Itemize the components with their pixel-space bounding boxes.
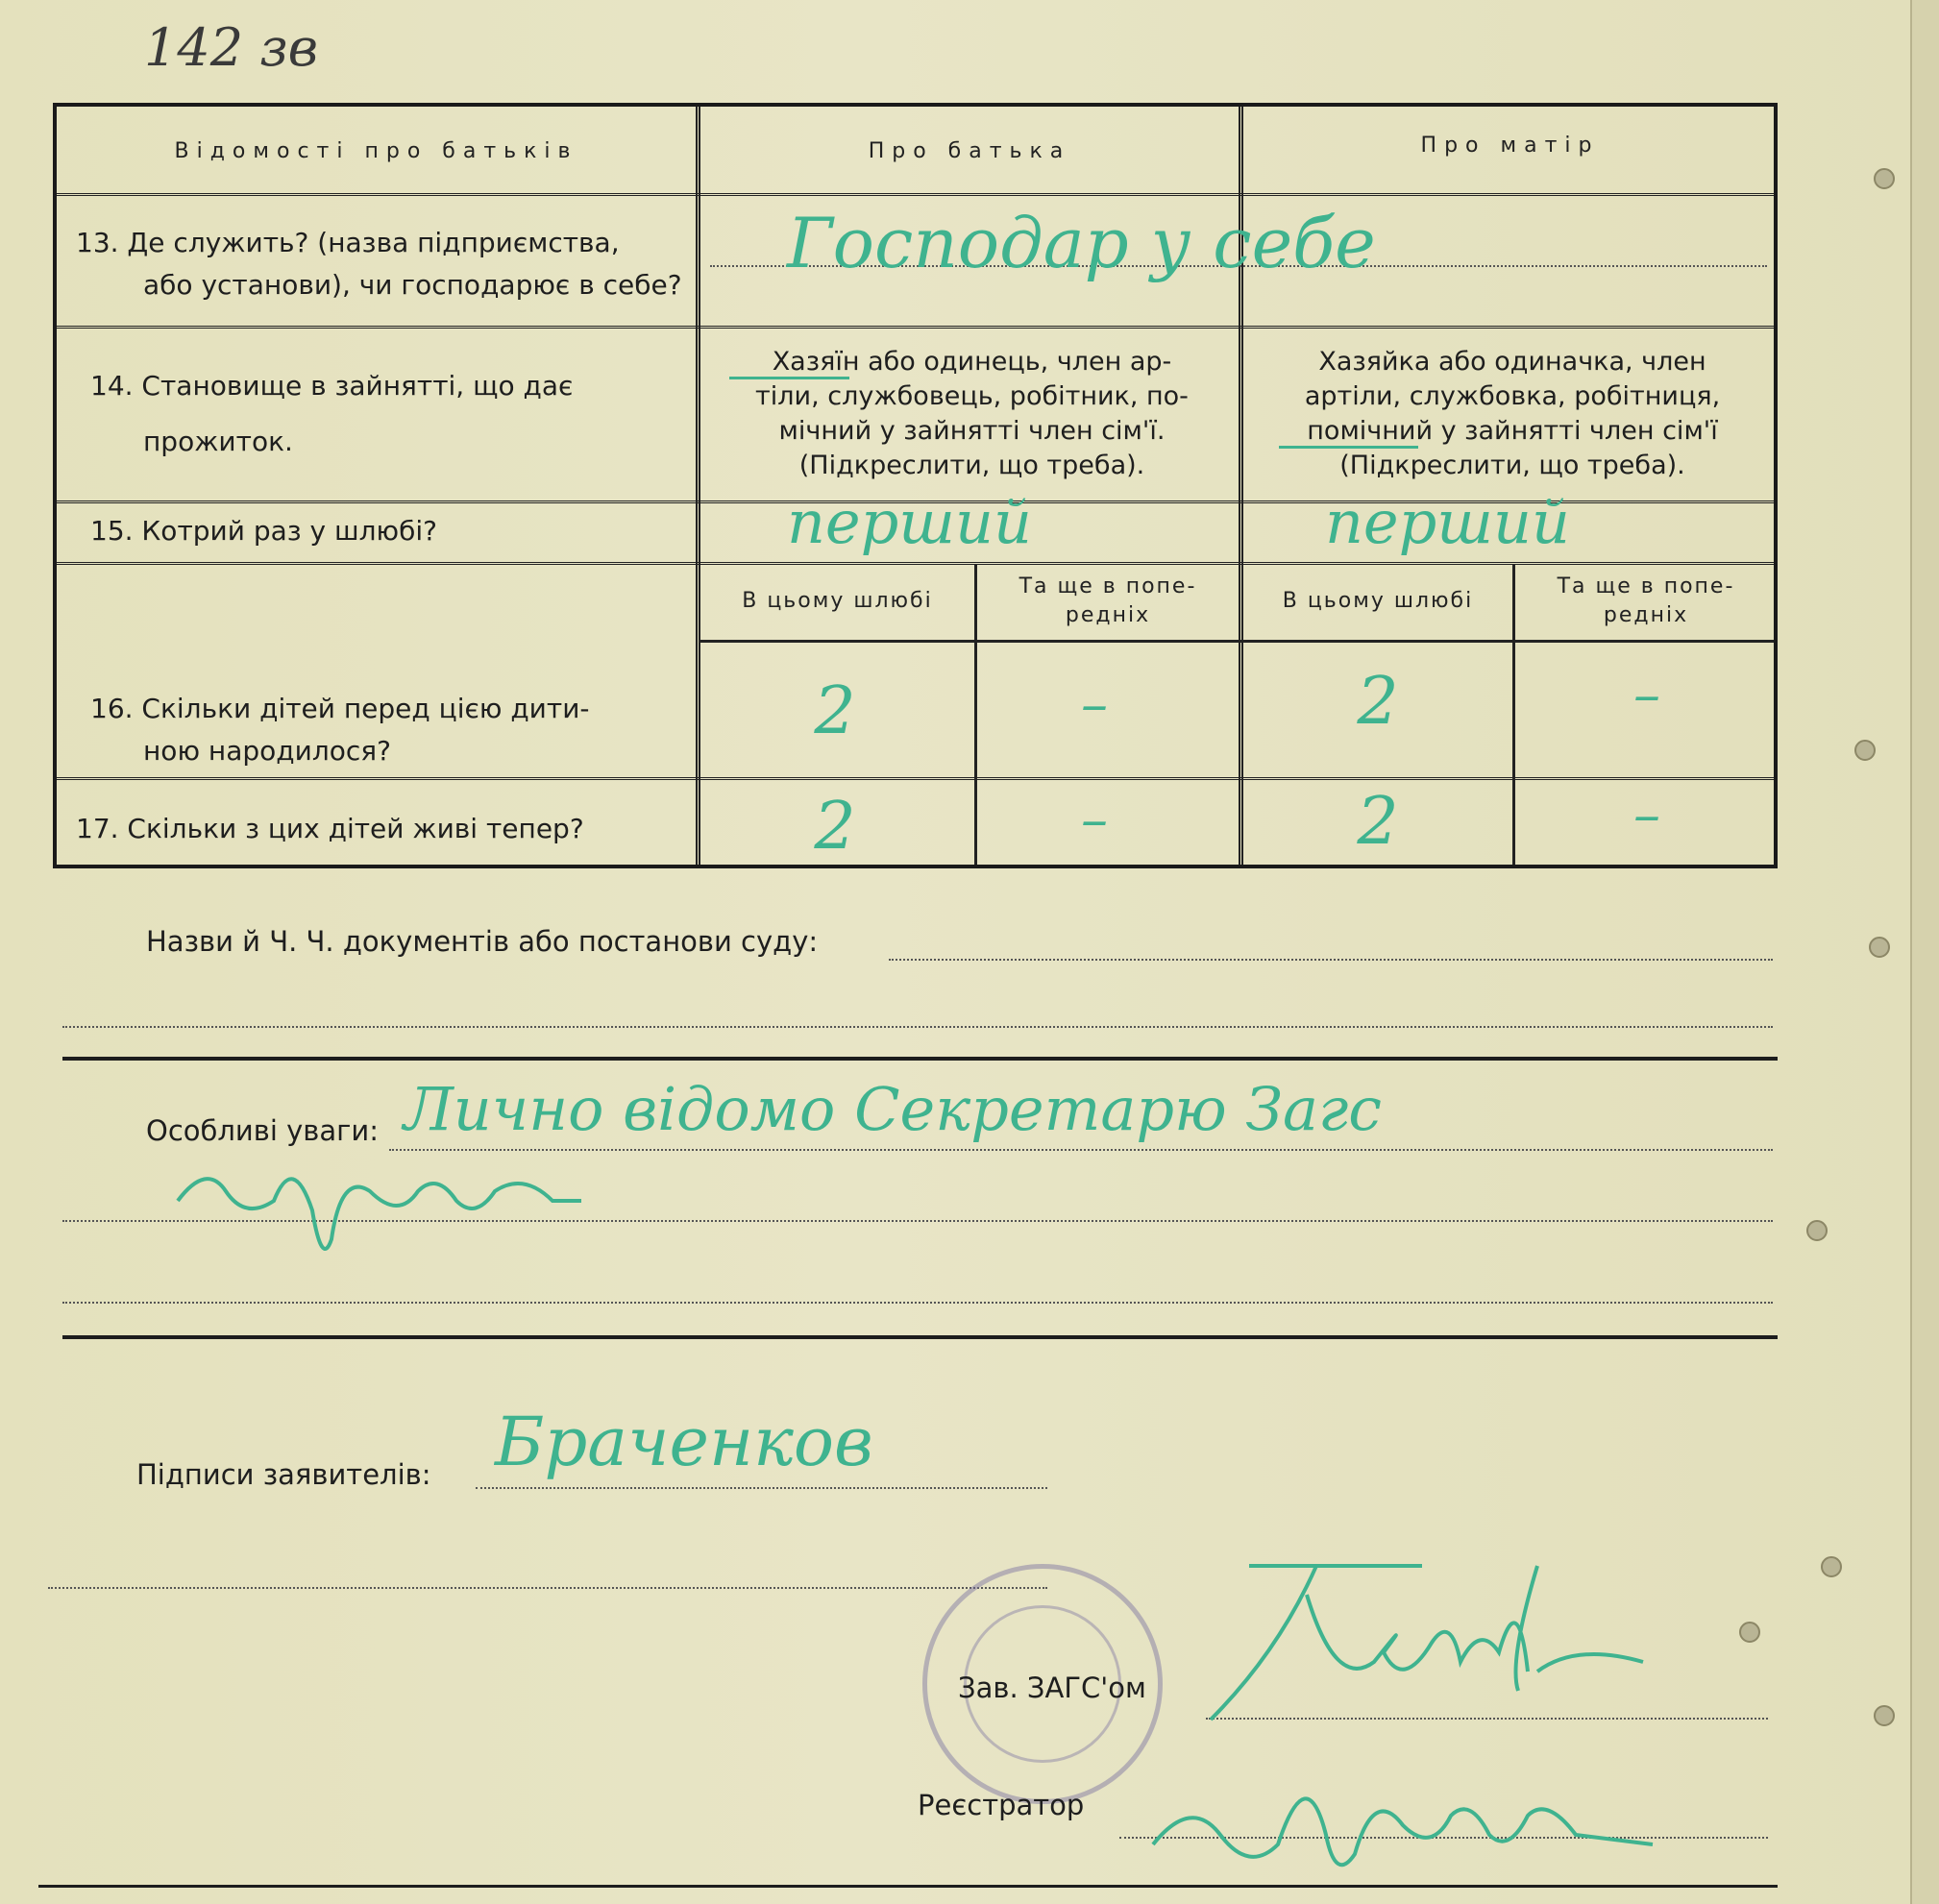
q17-father-prev: – <box>1081 789 1108 851</box>
q17-father-this: 2 <box>814 789 856 865</box>
q16-mother-prev: – <box>1633 664 1660 726</box>
q14-father-options: Хазяїн або одинець, член ар- тіли, службовець, робітник, по- мічний у зайнятті член сім'ї. (Підкреслити, що треба). <box>755 347 1189 480</box>
page-edge <box>1910 0 1939 1904</box>
q13-answer: Господар у себе <box>787 203 1376 283</box>
q14-mother-options: Хазяйка або одиначка, член артіли, службовка, робітниця, помічний у зайнятті член сім'ї (Підкреслити, що треба). <box>1304 347 1721 480</box>
signatures-line-1 <box>476 1487 1047 1489</box>
q15-father-answer: перший <box>787 487 1032 557</box>
q16-text: 16. Скільки дітей перед цією дити- ною народилося? <box>90 693 590 767</box>
col-divider-1 <box>696 107 700 865</box>
documents-label: Назви й Ч. Ч. документів або постанови суду: <box>146 925 819 958</box>
header-father: Про батька <box>868 139 1071 163</box>
header-parents-info: Відомості про батьків <box>174 139 578 163</box>
remarks-value: Лично відомо Секретарю Загс <box>404 1074 1383 1144</box>
subheader-father-this: В цьому шлюбі <box>742 589 933 613</box>
row-line-16 <box>57 777 1774 784</box>
header-mother: Про матір <box>1420 134 1600 158</box>
q17-mother-prev: – <box>1633 784 1660 846</box>
remarks-line-3 <box>62 1302 1773 1304</box>
section-rule-1 <box>62 1057 1778 1061</box>
head-signature <box>1191 1556 1653 1739</box>
head-label: Зав. ЗАГС'ом <box>958 1672 1146 1704</box>
parents-info-table <box>53 103 1778 868</box>
subheader-father-prev: Та ще в попе- редніх <box>1019 574 1197 627</box>
registrar-label: Реєстратор <box>918 1789 1085 1821</box>
row-line-subheader <box>700 640 1774 643</box>
q17-text: 17. Скільки з цих дітей живі тепер? <box>76 813 584 844</box>
remarks-line-1 <box>389 1149 1773 1151</box>
row-line-header <box>57 193 1774 200</box>
q16-father-prev: – <box>1081 673 1108 736</box>
row-line-13 <box>57 326 1774 332</box>
archive-mark: 142 зв <box>144 17 319 78</box>
documents-line-2 <box>62 1026 1773 1028</box>
q14-father-underline <box>729 377 849 379</box>
remarks-label: Особливі уваги: <box>146 1114 380 1147</box>
q15-mother-answer: перший <box>1325 487 1570 557</box>
subheader-mother-prev: Та ще в попе- редніх <box>1557 574 1735 627</box>
q16-mother-this: 2 <box>1357 664 1399 740</box>
documents-line-1 <box>889 959 1773 961</box>
q15-text: 15. Котрий раз у шлюбі? <box>90 515 438 547</box>
row-line-15 <box>57 562 1774 569</box>
q17-mother-this: 2 <box>1357 784 1399 860</box>
q14-text: 14. Становище в зайнятті, що дає прожиток. <box>90 370 574 457</box>
section-rule-2 <box>62 1335 1778 1339</box>
q13-text: 13. Де служить? (назва підприємства, або установи), чи господарює в себе? <box>76 227 682 301</box>
remarks-signature-scribble <box>168 1134 591 1278</box>
subheader-mother-this: В цьому шлюбі <box>1282 589 1474 613</box>
registrar-signature <box>1134 1739 1672 1892</box>
q16-father-this: 2 <box>814 673 856 749</box>
q14-mother-underline <box>1279 446 1418 449</box>
signatures-label: Підписи заявителів: <box>136 1458 431 1491</box>
applicant-signature: Браченков <box>495 1403 873 1481</box>
signatures-line-2 <box>48 1587 1047 1589</box>
bottom-rule <box>38 1885 1778 1888</box>
